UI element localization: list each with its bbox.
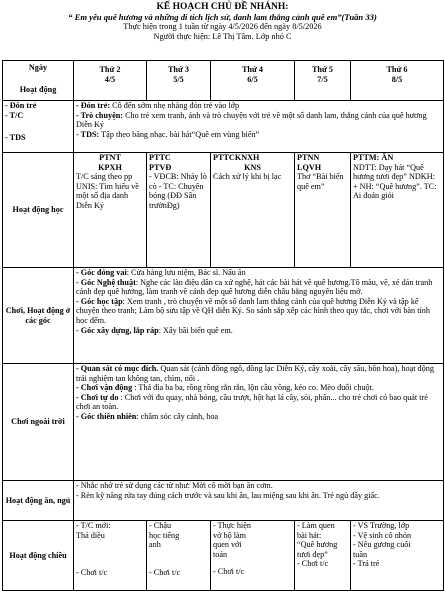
exercise-text: Tập theo băng nhạc. bài hát“Quê em vùng biển” (99, 129, 260, 139)
welcome-prefix: - Đón trẻ: (76, 101, 111, 110)
meal-row (3, 481, 444, 521)
teacher-line: Người thực hiện: Lê Thị Tâm. Lớp nhỏ C (153, 32, 292, 41)
day-date: 4/5 (104, 74, 116, 84)
afternoon-cell-thu (295, 521, 351, 591)
corner-item-title: - Góc học tập (76, 296, 123, 306)
corner-item-text: : Xem tranh , trò chuyện về một số danh lam thắng cảnh của quê hương Diễn Kỷ và tập kể chuyện theo tranh; Làm bộ sưu tập về QH diễn Kỷ. So sánh sắp xếp các hình theo quy tắc, chơi với bàn tính học đếm. (76, 296, 430, 325)
day-header-wed (211, 61, 295, 101)
afternoon-free-play: - Chơi t/c (149, 567, 181, 577)
chat-text: Cho trẻ xem tranh, ảnh và trò chuyện với trẻ về một số danh lam, thắng cảnh của quê hương Diễn Kỷ (76, 110, 427, 130)
label-welcome: - Đón trẻ (5, 101, 37, 110)
activity-text: T/C sáng theo pp UNIS: Tìm hiểu về một số địa danh Diễn Kỷ (76, 172, 139, 210)
corner-item-title: - Góc xây dựng, lắp ráp (76, 325, 159, 335)
corner-play-label: Chơi, Hoạt động ở các góc (3, 268, 74, 364)
label-chat: - T/C (5, 110, 24, 120)
corner-bottom-label: Hoạt động (19, 84, 57, 94)
meal-line-2: - Rèn kỹ năng rửa tay đúng cách trước và sau khi ăn, lau miệng sau khi ăn. Trẻ ngủ đầy giấc. (76, 490, 380, 500)
subject-head: PTNN (297, 153, 320, 162)
afternoon-line: - Nêu gương cuối (353, 540, 411, 550)
day-header-thu (295, 61, 351, 101)
outdoor-item-text: : Thả đỉa ba ba, rồng rồng rắn rắn, lộn cầu vồng, kéo co. Mèo đuổi chuột. (132, 383, 374, 393)
afternoon-line: học tiếng (149, 530, 180, 540)
duration-line: Thực hiện trong 1 tuần từ ngày 4/5/2026 đến ngày 8/5/2026 (123, 22, 322, 31)
activity-text: NDTT: Dạy hát “Quê hương tươi đẹp” NDKH: + NH: “Quê hương”. TC: Ai đoán giỏi (353, 162, 437, 201)
subject-subhead: PTVĐ (149, 162, 172, 172)
corner-item-study (76, 297, 441, 326)
afternoon-line: tuần (353, 549, 368, 559)
day-date: 5/5 (173, 74, 184, 84)
outdoor-item-motor (76, 383, 441, 393)
exercise-prefix: - TDS: (76, 129, 100, 139)
afternoon-free-play: - Chơi t/c (76, 568, 108, 578)
afternoon-free-play: - Chơi t/c (297, 559, 329, 569)
afternoon-cell-tue (147, 521, 211, 591)
day-header-mon (74, 61, 147, 101)
meal-line-1: - Nhắc nhở trẻ sử dụng các từ như: Mời cô mời bạn ăn cơm. (76, 481, 273, 490)
afternoon-label: Hoạt động chiều (3, 521, 74, 591)
subject-head: PTTC (149, 153, 171, 162)
label-exercise: - TDS (5, 133, 26, 143)
day-header-fri (351, 61, 444, 101)
outdoor-item-nature (76, 412, 441, 422)
afternoon-line: - VS Trường, lớp (353, 521, 410, 530)
day-header-row (3, 61, 444, 101)
outdoor-label: Chơi ngoài trời (3, 364, 74, 481)
afternoon-row (3, 521, 444, 591)
document-subtitle: “ Em yêu quê hương và những di tích lịch sử, danh lam thắng cảnh quê em”(Tuần 33) (68, 12, 377, 22)
afternoon-line: - Thực hiện (213, 521, 251, 530)
outdoor-item-title: - Chơi tự do (76, 392, 119, 402)
afternoon-line: Thả diều (76, 530, 105, 540)
outdoor-item-observe (76, 364, 441, 383)
afternoon-line: vở bộ làm (213, 530, 246, 540)
corner-play-row (3, 268, 444, 364)
afternoon-line: “Quê hương (297, 540, 338, 550)
afternoon-free-play: - Chơi t/c (213, 567, 245, 577)
outdoor-item-text: : Chơi với đu quay, nhà bóng, cầu trượt, hột hạt lá cây, sỏi, phấn... cho trẻ chơi có bao quát trẻ chơi an toàn. (76, 392, 428, 412)
corner-play-content (74, 268, 444, 364)
afternoon-line: - Chậu (149, 521, 172, 530)
morning-label-cell (3, 101, 74, 153)
corner-item-art (76, 278, 441, 297)
day-name: Thứ 3 (167, 65, 190, 74)
corner-top-label: Ngày (28, 63, 48, 72)
corner-item-text: : Xây bãi biển quê em. (158, 325, 233, 335)
subject-subhead: LQVH (297, 162, 322, 172)
subject-head: PTTCKNXH (213, 153, 260, 162)
learning-row (3, 153, 444, 268)
corner-item-build (76, 326, 441, 336)
outdoor-row (3, 364, 444, 481)
outdoor-content (74, 364, 444, 481)
afternoon-line: toán (213, 549, 228, 559)
day-name: Thứ 2 (99, 65, 121, 74)
afternoon-cell-mon (74, 521, 147, 591)
subject-head: PTNT (99, 153, 121, 162)
learning-cell-thu (295, 153, 351, 268)
afternoon-pickup: - Trả trẻ (353, 559, 380, 569)
outdoor-item-title: - Góc thiên nhiên (76, 411, 137, 421)
afternoon-line: bài hát: (297, 530, 322, 540)
day-name: Thứ 5 (311, 65, 334, 74)
activity-text: Thơ “Bài biển quê em” (297, 172, 344, 191)
afternoon-cell-wed (211, 521, 295, 591)
corner-item-text: : Cửa hàng lưu niệm, Bác sĩ. Nấu ăn (126, 268, 246, 277)
learning-cell-mon (74, 153, 147, 268)
document-header (0, 0, 445, 42)
afternoon-cell-fri (351, 521, 444, 591)
subject-subhead: KPXH (98, 162, 122, 172)
corner-cell (3, 61, 74, 101)
morning-row (3, 101, 444, 153)
corner-item-title: - Góc Nghệ thuật (76, 277, 136, 287)
day-name: Thứ 4 (241, 65, 264, 74)
schedule-table (2, 60, 444, 591)
learning-cell-fri (351, 153, 444, 268)
corner-item-text: : Nghe các làn điệu dân ca xứ nghệ, hát các bài hát về quê hương.Tô màu, vẽ, xé dán tranh cảnh đẹp quê hương, làm tranh về cảnh đẹp quê hương diễn châu bằng nguyên liệu mở. (76, 277, 433, 297)
welcome-text: Cô đến sớm nhẹ nhàng đón trẻ vào lớp (110, 101, 240, 110)
document-title: KẾ HOẠCH CHỦ ĐỀ NHÁNH: (156, 2, 289, 12)
day-name: Thứ 6 (386, 65, 408, 74)
afternoon-line: - Vệ sinh cô nhỏn (353, 530, 412, 540)
meal-content (74, 481, 444, 521)
learning-cell-tue (147, 153, 211, 268)
chat-prefix: - Trò chuyện: (76, 110, 124, 120)
day-date: 7/5 (317, 74, 328, 84)
corner-item-roleplay (76, 268, 441, 278)
activity-text: - VĐCB: Nhảy lò cò - TC: Chuyền bóng (ĐĐ Sân trườnĐg) (149, 172, 207, 210)
day-date: 8/5 (391, 74, 403, 84)
outdoor-item-free (76, 393, 441, 412)
day-date: 6/5 (247, 74, 258, 84)
outdoor-item-title: - Quan sát có mục đích. (76, 364, 159, 373)
afternoon-line: quen với (213, 540, 242, 550)
corner-item-title: - Góc đóng vai (76, 268, 127, 277)
day-header-tue (147, 61, 211, 101)
afternoon-line: - Làm quen (297, 521, 335, 530)
outdoor-item-text: : chăm sóc cây cảnh, hoa (136, 411, 219, 421)
morning-content-cell (74, 101, 444, 153)
afternoon-line: tươi đẹp” (297, 549, 328, 559)
afternoon-line: - T/C mới: (76, 521, 111, 530)
afternoon-line: anh (149, 540, 161, 550)
meal-label: Hoạt động ăn, ngủ (3, 481, 74, 521)
outdoor-item-text: Quan sát (cảnh đồng ngô, đồng lạc Diễn Kỷ, cây xoài, cây sấu, bồn hoa), hoạt động trải nghiệm tan không tan, chìm, nổi . (76, 364, 434, 383)
learning-label: Hoạt động học (3, 153, 74, 268)
subject-head: PTTM: ÂN (353, 153, 394, 162)
subject-subhead: KNS (244, 162, 261, 172)
learning-cell-wed (211, 153, 295, 268)
activity-text: Cách xử lý khi bị lạc (213, 172, 282, 182)
outdoor-item-title: - Chơi vận động (76, 383, 133, 393)
